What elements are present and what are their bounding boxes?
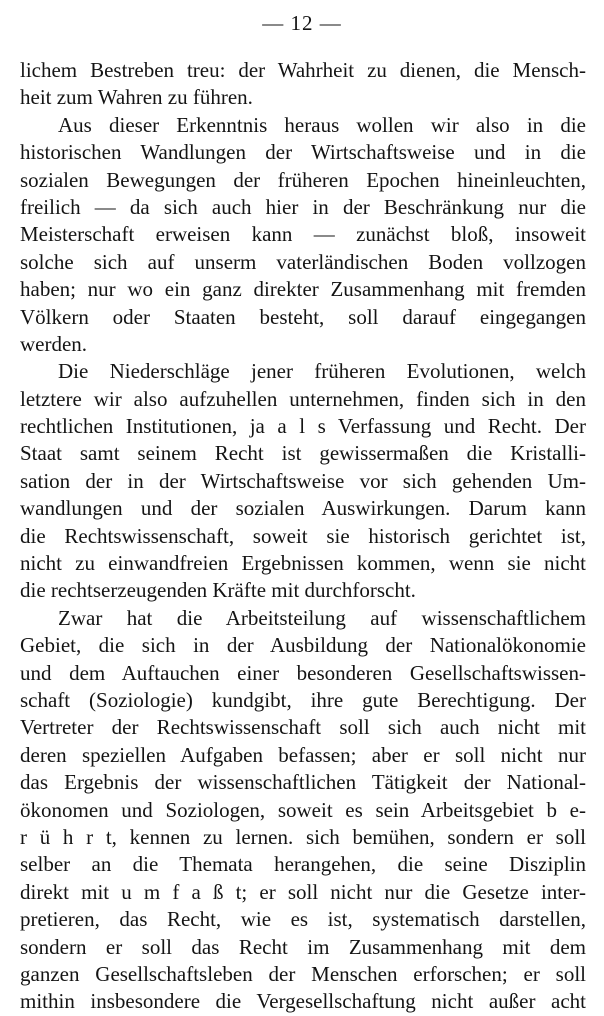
text-line: Aus dieser Erkenntnis heraus wollen wir also in die xyxy=(58,112,586,137)
text-line: deren speziellen Aufgaben befassen; aber er soll nicht nur xyxy=(20,742,586,767)
text-line: sondern er soll das Recht im Zusammenhang mit dem xyxy=(20,934,586,959)
text-line: freilich — da sich auch hier in der Beschränkung nur die xyxy=(20,194,586,219)
text-line: ganzen Gesellschaftsleben der Menschen erforschen; er soll xyxy=(20,961,586,986)
text-line: pretieren, das Recht, wie es ist, systematisch darstellen, xyxy=(20,907,586,932)
text-line: Völkern oder Staaten besteht, soll darauf eingegangen xyxy=(20,304,586,329)
body-text xyxy=(20,57,586,1016)
text-line: direkt mit u m f a ß t; er soll nicht nur die Gesetze inter- xyxy=(20,879,586,904)
text-line: die Rechtswissenschaft, soweit sie historisch gerichtet ist, xyxy=(20,523,586,548)
page-number: — 12 — xyxy=(262,11,342,35)
text-line: Die Niederschläge jener früheren Evolutionen, welch xyxy=(58,359,586,384)
text-line: Meisterschaft erweisen kann — zunächst bloß, insoweit xyxy=(20,222,586,247)
text-line: Staat samt seinem Recht ist gewissermaßen die Kristalli- xyxy=(20,441,586,466)
text-line: werden. xyxy=(20,331,88,356)
text-line: die rechtserzeugenden Kräfte mit durchforscht. xyxy=(20,578,416,603)
text-line: und dem Auftauchen einer besonderen Gesellschaftswissen- xyxy=(20,660,586,685)
text-line: haben; nur wo ein ganz direkter Zusammenhang mit fremden xyxy=(20,277,586,302)
text-line: mithin insbesondere die Vergesellschaftung nicht außer acht xyxy=(20,989,586,1014)
text-line: wandlungen und der sozialen Auswirkungen. Darum kann xyxy=(20,496,586,521)
text-line: solche sich auf unserm vaterländischen Boden vollzogen xyxy=(20,249,586,274)
text-line: Vertreter der Rechtswissenschaft soll sich auch nicht mit xyxy=(20,715,586,740)
text-line: ökonomen und Soziologen, soweit es sein Arbeitsgebiet b e- xyxy=(20,797,586,822)
text-line: selber an die Themata herangehen, die seine Disziplin xyxy=(20,852,586,877)
text-line: sation der in der Wirtschaftsweise vor sich gehenden Um- xyxy=(20,468,586,493)
text-line: letztere wir also aufzuhellen unternehmen, finden sich in den xyxy=(20,386,586,411)
text-line: heit zum Wahren zu führen. xyxy=(20,85,253,110)
text-line: Zwar hat die Arbeitsteilung auf wissenschaftlichem xyxy=(58,605,586,630)
text-line: lichem Bestreben treu: der Wahrheit zu dienen, die Mensch- xyxy=(20,58,586,82)
text-line: sozialen Bewegungen der früheren Epochen hineinleuchten, xyxy=(20,167,586,192)
text-line: historischen Wandlungen der Wirtschaftsweise und in die xyxy=(20,140,586,165)
text-line: schaft (Soziologie) kundgibt, ihre gute Berechtigung. Der xyxy=(20,687,586,712)
text-line: nicht zu einwandfreien Ergebnissen kommen, wenn sie nicht xyxy=(20,551,586,576)
text-line: Gebiet, die sich in der Ausbildung der Nationalökonomie xyxy=(20,633,586,658)
text-line: r ü h r t, kennen zu lernen. sich bemühen, sondern er soll xyxy=(20,824,586,849)
text-line: das Ergebnis der wissenschaftlichen Tätigkeit der National- xyxy=(20,770,586,795)
text-line: rechtlichen Institutionen, ja a l s Verfassung und Recht. Der xyxy=(20,414,586,439)
